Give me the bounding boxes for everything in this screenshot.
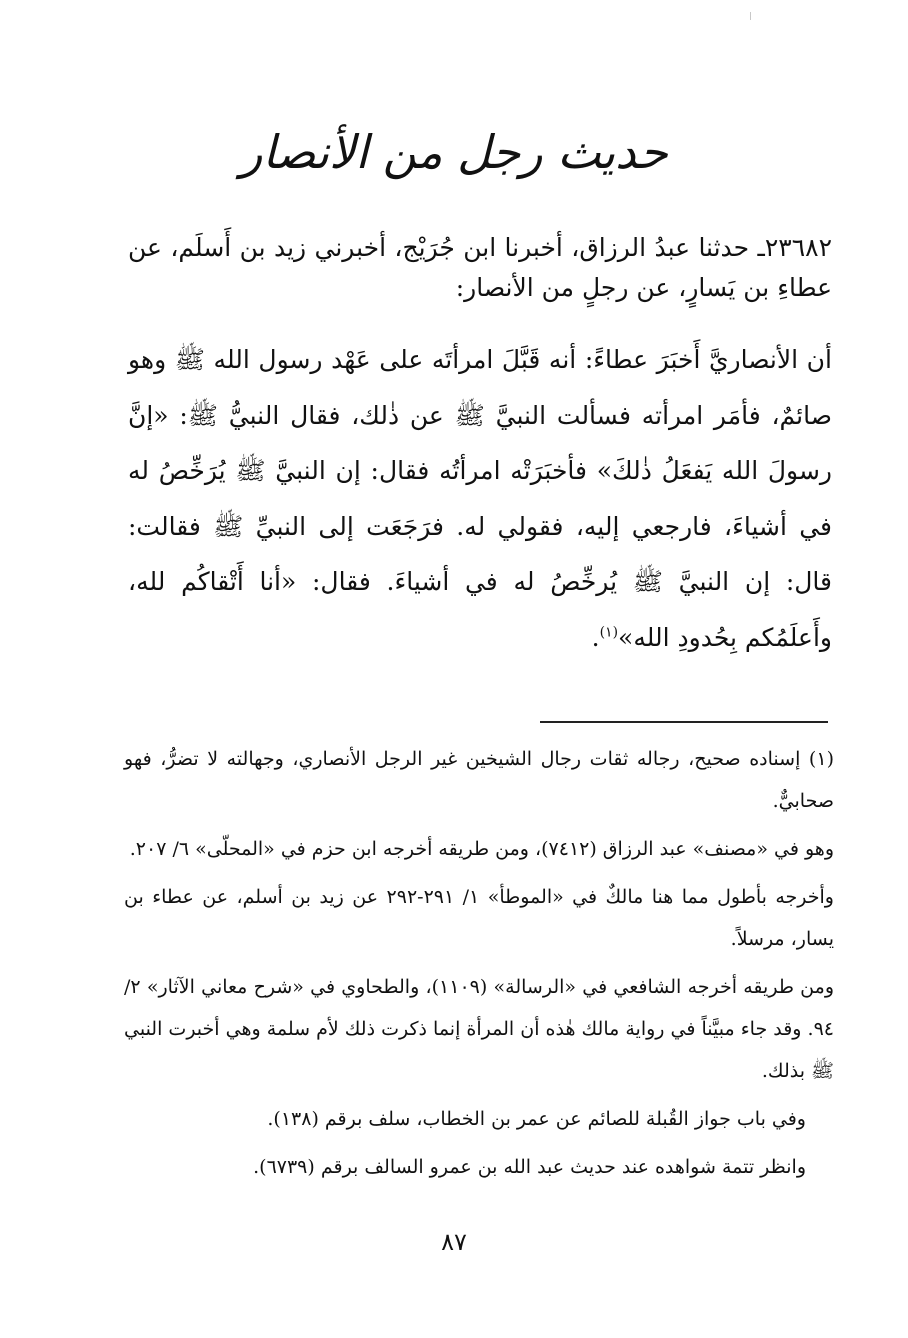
footnote-source-risala: ومن طريقه أخرجه الشافعي في «الرسالة» (١١٠٩)، والطحاوي في «شرح معاني الآثار» ٢/ ٩٤. وقد جاء مبيَّناً في رواية مالك هٰذه أن المرأة إنما ذكرت ذلك لأم سلمة وهي أخبرت النبي ﷺ بذلك. bbox=[124, 976, 835, 1082]
footnote-source-muwatta: وأخرجه بأطول مما هنا مالكٌ في «الموطأ» ١/ ٢٩١-٢٩٢ عن زيد بن أسلم، عن عطاء بن يسار، مرسلاً. bbox=[124, 886, 834, 950]
footnote-chapter-ref: وفي باب جواز القُبلة للصائم عن عمر بن الخطاب، سلف برقم (١٣٨). bbox=[267, 1108, 806, 1130]
hadith-end: . bbox=[591, 622, 600, 652]
footnote-source-musannaf: وهو في «مصنف» عبد الرزاق (٧٤١٢)، ومن طريقه أخرجه ابن حزم في «المحلّى» ٦/ ٢٠٧. bbox=[129, 838, 834, 860]
footnote-marker: (١) bbox=[599, 624, 619, 641]
footnotes-section bbox=[124, 738, 834, 1194]
footnote-1: (١) إسناده صحيح، رجاله ثقات رجال الشيخين غير الرجل الأنصاري، وجهالته لا تضرُّ، فهو صحابيٌّ. bbox=[124, 748, 834, 812]
hadith-text: أن الأنصاريَّ أَخبَرَ عطاءً: أنه قَبَّلَ امرأتَه على عَهْد رسول الله ﷺ وهو صائمٌ، فأمَر امرأته فسألت النبيَّ ﷺ عن ذٰلك، فقال النبيُّ ﷺ: «إنَّ رسولَ الله يَفعَلُ ذٰلكَ» فأخبَرَتْه امرأتُه فقال: إن النبيَّ ﷺ يُرَخِّصُ له في أشياءَ، فارجعي إليه، فقولي له. فرَجَعَت إلى النبيِّ ﷺ فقالت: قال: إن النبيَّ ﷺ يُرخِّصُ له في أشياءَ. فقال: «أنا أَتْقاكُم لله، وأَعلَمُكم بِحُدودِ الله» bbox=[128, 345, 832, 652]
footnote-see-also: وانظر تتمة شواهده عند حديث عبد الله بن عمرو السالف برقم (٦٧٣٩). bbox=[253, 1156, 806, 1178]
page-number: ٨٧ bbox=[441, 1228, 467, 1256]
scan-mark bbox=[750, 12, 751, 20]
hadith-paragraph bbox=[128, 332, 832, 665]
chapter-title: حديث رجل من الأنصار bbox=[240, 125, 668, 179]
footnote-separator bbox=[540, 721, 828, 723]
isnad-paragraph: ٢٣٦٨٢ـ حدثنا عبدُ الرزاق، أخبرنا ابن جُرَيْج، أخبرني زيد بن أَسلَم، عن عطاءِ بن يَسارٍ، عن رجلٍ من الأنصار: bbox=[128, 233, 832, 302]
